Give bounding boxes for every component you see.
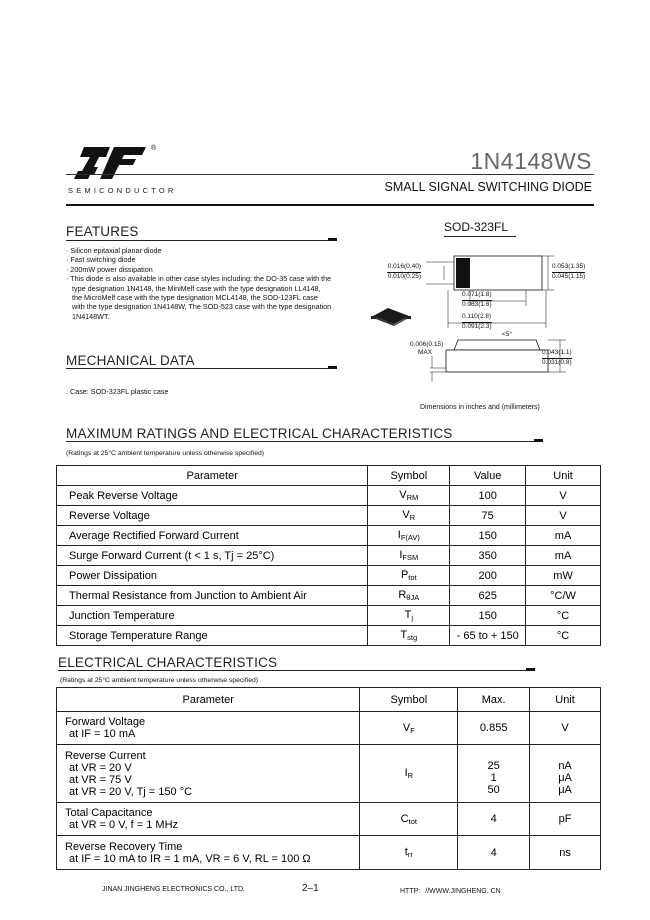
max-ratings-rule-mark	[534, 439, 543, 442]
table-row: Reverse Recovery Time at IF = 10 mA to IR = 1 mA, VR = 6 V, RL = 100 Ω $t_{rr}$ 4 ns	[57, 836, 601, 870]
mechanical-rule-mark	[328, 366, 337, 369]
table-header-row	[57, 688, 601, 712]
header-value: Value	[450, 466, 526, 486]
case-info: . Case: SOD-323FL plastic case	[66, 387, 169, 396]
table-row: Junction Temperature $T_j$ 150 °C	[57, 606, 601, 626]
package-title-underline	[444, 236, 516, 237]
header-symbol: Symbol	[360, 688, 458, 712]
electrical-title: ELECTRICAL CHARACTERISTICS	[58, 655, 278, 670]
header-parameter: Parameter	[57, 688, 360, 712]
footer-company: JINAN JINGHENG ELECTRONICS CO., LTD.	[102, 886, 245, 893]
table-row: Total Capacitance at VR = 0 V, f = 1 MHz $C_{tot}$ 4 pF	[57, 803, 601, 836]
max-ratings-title: MAXIMUM RATINGS AND ELECTRICAL CHARACTERISTICS	[66, 426, 453, 441]
features-rule	[66, 240, 328, 241]
footer-page-number: 2–1	[302, 883, 319, 894]
max-ratings-note: (Ratings at 25°C ambient temperature unless otherwise specified)	[66, 450, 265, 457]
header-divider	[66, 174, 594, 175]
features-title: FEATURES	[66, 224, 139, 239]
features-list	[66, 246, 332, 321]
cathode-band	[456, 258, 470, 288]
document-subtitle: SMALL SIGNAL SWITCHING DIODE	[384, 180, 592, 194]
feature-item: · 200mW power dissipation	[66, 265, 332, 274]
dim-lead-thickness: 0.006(0.15) MAX	[410, 341, 444, 356]
company-tag: SEMICONDUCTOR	[68, 186, 177, 195]
package-photo-icon	[370, 305, 412, 327]
table-row: Surge Forward Current (t < 1 s, Tj = 25°C) $I_{FSM}$ 350 mA	[57, 546, 601, 566]
table-row: Reverse Voltage $V_R$ 75 V	[57, 506, 601, 526]
package-body-side-view	[454, 340, 540, 350]
electrical-rule-mark	[526, 668, 535, 671]
table-row: Thermal Resistance from Junction to Ambient Air $R_{\theta JA}$ 625 °C/W	[57, 586, 601, 606]
dim-body-width: 0.053(1.35) 0.045(1.15)	[552, 263, 586, 280]
table-row: Average Rectified Forward Current $I_{F(AV)}$ 150 mA	[57, 526, 601, 546]
feature-item: · This diode is also available in other case styles including: the DO-35 case with the type designation 1N4148, the MiniMelf case with the type designation LL4148, the MicroMelf case with the type designation MCL4148, the SOD-123FL case with the type designation 1N4148W, The SOD-523 case with the type designation 1N4148WT.	[66, 274, 332, 321]
table-row: Forward Voltage at IF = 10 mA $V_F$ 0.855 V	[57, 712, 601, 745]
header-rule-bold	[66, 204, 594, 206]
dim-body-length: 0.071(1.8) 0.063(1.6)	[462, 291, 492, 308]
table-row: Peak Reverse Voltage $V_{RM}$ 100 V	[57, 486, 601, 506]
table-row: Reverse Current at VR = 20 V at VR = 75 V at VR = 20 V, Tj = 150 °C $I_R$ 25 1 50 nA μA μA	[57, 745, 601, 803]
registered-mark: ®	[151, 145, 157, 152]
features-rule-mark	[328, 238, 337, 241]
table-header-row	[57, 466, 601, 486]
dim-angle: <5°	[502, 331, 513, 338]
electrical-table	[56, 687, 601, 870]
electrical-rule	[58, 670, 526, 671]
header-symbol: Symbol	[368, 466, 450, 486]
header-unit: Unit	[530, 688, 601, 712]
dim-lead-width: 0.016(0.40) 0.010(0.25)	[387, 263, 421, 280]
max-ratings-rule	[66, 441, 534, 442]
feature-item: · Silicon epitaxial planar diode	[66, 246, 332, 255]
table-row: Power Dissipation $P_{tot}$ 200 mW	[57, 566, 601, 586]
mechanical-title: MECHANICAL DATA	[66, 353, 195, 368]
feature-item: · Fast switching diode	[66, 255, 332, 264]
dimension-note: Dimensions in inches and (millimeters)	[420, 404, 540, 411]
company-logo-icon	[68, 145, 158, 181]
part-number: 1N4148WS	[470, 148, 592, 174]
dim-height: 0.043(1.1) 0.031(0.8)	[542, 349, 572, 366]
footer-url: HTTP：//WWW.JINGHENG. CN	[400, 888, 501, 895]
table-row: Storage Temperature Range $T_{stg}$ - 65 to + 150 °C	[57, 626, 601, 646]
header-max: Max.	[458, 688, 530, 712]
header-unit: Unit	[526, 466, 601, 486]
electrical-note: (Ratings at 25°C ambient temperature unless otherwise specified)	[60, 677, 259, 684]
package-title: SOD-323FL	[444, 220, 509, 234]
max-ratings-table	[56, 465, 601, 646]
mechanical-rule	[66, 368, 328, 369]
dim-overall-length: 0.110(2.8) 0.091(2.3)	[462, 313, 492, 330]
header-parameter: Parameter	[57, 466, 368, 486]
